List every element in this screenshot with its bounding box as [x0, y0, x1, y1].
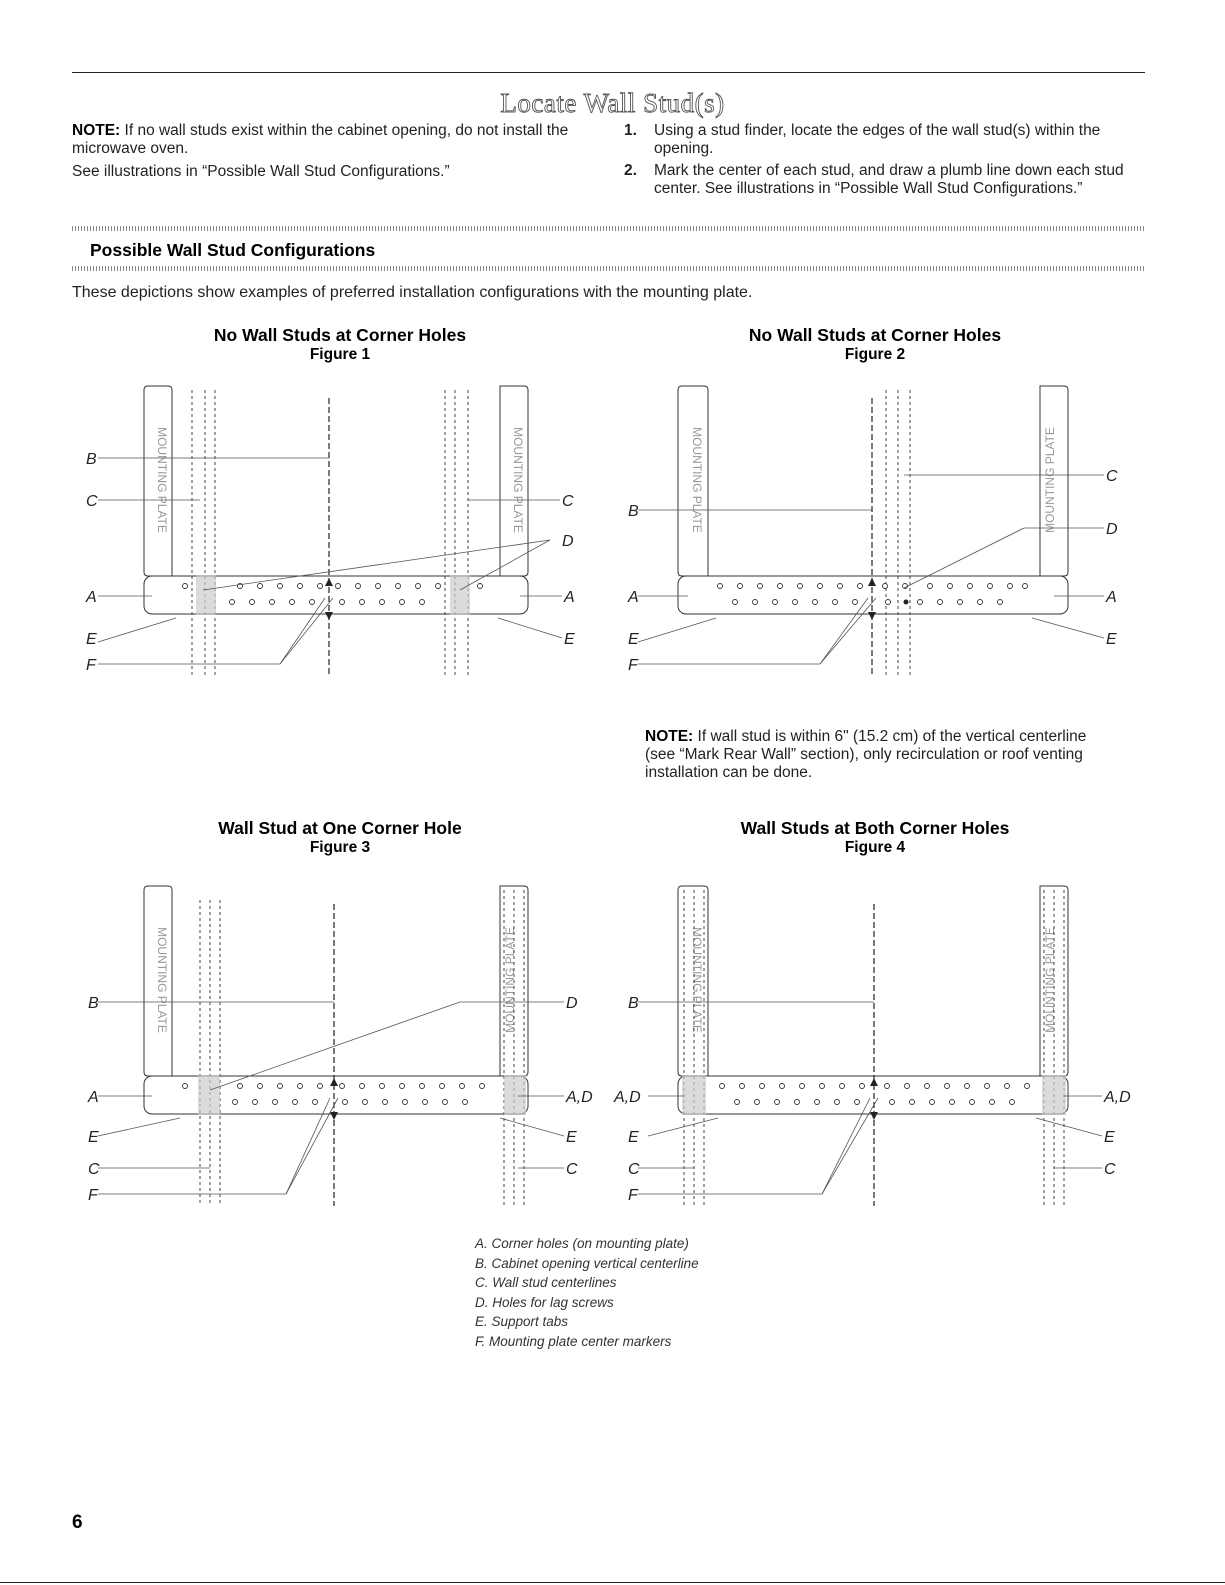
step-text: Using a stud finder, locate the edges of the wall stud(s) within the opening.: [654, 122, 1101, 157]
label-a: A: [628, 589, 639, 606]
label-d: D: [566, 995, 578, 1012]
figure-2-note: [645, 728, 1115, 782]
figure-title: Wall Studs at Both Corner Holes: [740, 818, 1010, 838]
figure-1-caption: [90, 324, 590, 364]
plate-text: MOUNTING PLATE: [690, 927, 704, 1033]
figure-number: Figure 1: [309, 346, 371, 363]
label-e: E: [1106, 631, 1117, 648]
see-illustrations-text: See illustrations in “Possible Wall Stud Configurations.”: [72, 163, 450, 180]
figure-title: No Wall Studs at Corner Holes: [213, 325, 467, 345]
label-b: B: [628, 995, 639, 1012]
plate-text: MOUNTING PLATE: [511, 427, 525, 533]
plate-text: MOUNTING PLATE: [690, 427, 704, 533]
label-e: E: [566, 1129, 577, 1146]
figure-4-diagram: [612, 880, 1142, 1210]
note-label: NOTE:: [72, 122, 121, 139]
label-ad: A,D: [566, 1089, 593, 1106]
label-a: A: [564, 589, 575, 606]
page-number: 6: [72, 1512, 83, 1533]
top-rule: [72, 72, 1145, 73]
figure-3-caption: [90, 817, 590, 857]
plate-text: MOUNTING PLATE: [1043, 927, 1057, 1033]
label-e: E: [628, 631, 639, 648]
label-f: F: [88, 1187, 98, 1204]
step-text: Mark the center of each stud, and draw a plumb line down each stud center. See illustrations in “Possible Wall Stud Configurations.”: [654, 162, 1124, 197]
label-ad: A,D: [1104, 1089, 1131, 1106]
step-1: [620, 122, 1140, 158]
label-c: C: [86, 493, 98, 510]
figure-1-diagram: [80, 380, 600, 680]
label-a: A: [86, 589, 97, 606]
section-heading: Possible Wall Stud Configurations: [90, 240, 376, 260]
steps-list: [620, 122, 1140, 202]
legend-item: B. Cabinet opening vertical centerline: [475, 1255, 699, 1271]
step-number: 1.: [624, 122, 637, 139]
note-text: If wall stud is within 6" (15.2 cm) of the vertical centerline (see “Mark Rear Wall” section), only recirculation or roof venting installation can be done.: [645, 728, 1087, 781]
legend: [475, 1234, 699, 1351]
figure-number: Figure 4: [844, 839, 906, 856]
label-c: C: [88, 1161, 100, 1178]
plate-text: MOUNTING PLATE: [155, 427, 169, 533]
step-number: 2.: [624, 162, 637, 179]
label-b: B: [86, 451, 97, 468]
label-d: D: [562, 533, 574, 550]
legend-item: A. Corner holes (on mounting plate): [475, 1236, 689, 1251]
label-f: F: [628, 657, 638, 674]
bottom-rule: [0, 1582, 1225, 1583]
figure-2-diagram: [620, 380, 1130, 680]
figure-4-caption: [625, 817, 1125, 857]
label-c: C: [1106, 468, 1118, 485]
label-a: A: [88, 1089, 99, 1106]
figure-title: No Wall Studs at Corner Holes: [748, 325, 1002, 345]
plate-text: MOUNTING PLATE: [503, 927, 517, 1033]
label-b: B: [88, 995, 99, 1012]
label-c: C: [566, 1161, 578, 1178]
label-f: F: [628, 1187, 638, 1204]
label-c: C: [1104, 1161, 1116, 1178]
legend-item: C. Wall stud centerlines: [475, 1275, 617, 1290]
label-e: E: [628, 1129, 639, 1146]
label-e: E: [86, 631, 97, 648]
legend-item: F. Mounting plate center markers: [475, 1333, 672, 1349]
label-e: E: [88, 1129, 99, 1146]
note-paragraph: [72, 122, 582, 158]
figure-title: Wall Stud at One Corner Hole: [218, 818, 462, 838]
label-d: D: [1106, 521, 1118, 538]
label-f: F: [86, 657, 96, 674]
label-c: C: [628, 1161, 640, 1178]
label-a: A: [1106, 589, 1117, 606]
label-b: B: [628, 503, 639, 520]
intro-note: [72, 122, 582, 181]
page-title: Locate Wall Stud(s): [500, 88, 725, 118]
section-divider-bottom: [72, 266, 1145, 271]
legend-item: D. Holes for lag screws: [475, 1294, 614, 1310]
note-label: NOTE:: [645, 728, 694, 745]
plate-text: MOUNTING PLATE: [1043, 427, 1057, 533]
label-e: E: [564, 631, 575, 648]
section-description: These depictions show examples of preferred installation configurations with the mounting plate.: [72, 284, 753, 301]
plate-text: MOUNTING PLATE: [155, 927, 169, 1033]
section-divider-top: [72, 226, 1145, 231]
figure-number: Figure 2: [844, 346, 906, 363]
label-c: C: [562, 493, 574, 510]
step-2: [620, 162, 1140, 198]
figure-3-diagram: [80, 880, 610, 1210]
note-text: If no wall studs exist within the cabinet opening, do not install the microwave oven.: [72, 122, 569, 157]
label-ad: A,D: [614, 1089, 641, 1106]
label-e: E: [1104, 1129, 1115, 1146]
legend-item: E. Support tabs: [475, 1314, 569, 1329]
figure-2-caption: [625, 324, 1125, 364]
figure-number: Figure 3: [309, 839, 371, 856]
